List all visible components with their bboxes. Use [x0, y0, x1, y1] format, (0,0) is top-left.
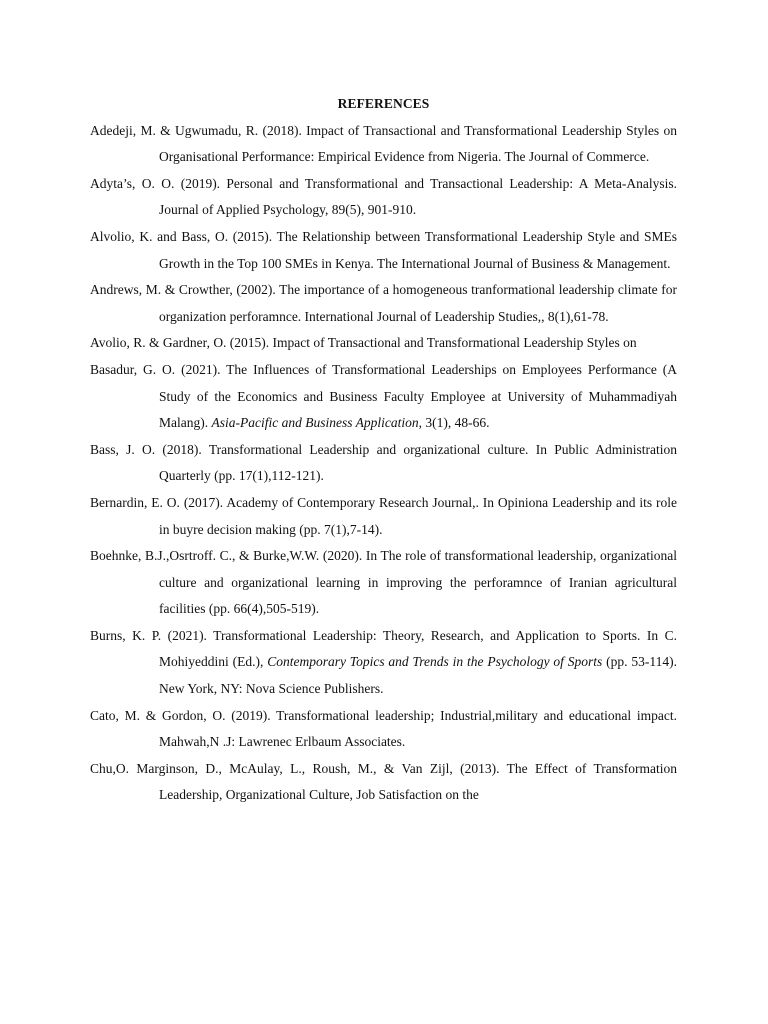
reference-entry: Bass, J. O. (2018). Transformational Leadership and organizational culture. In Public Administration Quarterly (pp. 17(1),112-121).	[90, 441, 677, 484]
reference-entry: Alvolio, K. and Bass, O. (2015). The Relationship between Transformational Leadership Style and SMEs Growth in the Top 100 SMEs in Kenya. The International Journal of Business & Management.	[90, 228, 677, 271]
reference-entry: Basadur, G. O. (2021). The Influences of Transformational Leaderships on Employees Performance (A Study of the Economics and Business Faculty Employee at University of Muhammadiyah Malang). Asia-Pacific and Business Application, 3(1), 48-66.	[90, 361, 677, 431]
reference-entry: Avolio, R. & Gardner, O. (2015). Impact of Transactional and Transformational Leadership Styles on	[90, 335, 637, 351]
reference-entry: Chu,O. Marginson, D., McAulay, L., Roush, M., & Van Zijl, (2013). The Effect of Transformation Leadership, Organizational Culture, Job Satisfaction on the	[90, 760, 677, 803]
reference-entry: Bernardin, E. O. (2017). Academy of Contemporary Research Journal,. In Opiniona Leadership and its role in buyre decision making (pp. 7(1),7-14).	[90, 494, 677, 537]
references-heading: REFERENCES	[337, 96, 430, 111]
reference-entry: Adedeji, M. & Ugwumadu, R. (2018). Impact of Transactional and Transformational Leadership Styles on Organisational Performance: Empirical Evidence from Nigeria. The Journal of Commerce.	[90, 122, 677, 165]
reference-entry: Cato, M. & Gordon, O. (2019). Transformational leadership; Industrial,military and educational impact. Mahwah,N .J: Lawrenec Erlbaum Associates.	[90, 707, 677, 750]
reference-entry: Andrews, M. & Crowther, (2002). The importance of a homogeneous tranformational leadership climate for organization perforamnce. International Journal of Leadership Studies,, 8(1),61-78.	[90, 282, 677, 324]
reference-list	[90, 118, 677, 809]
document-page	[90, 91, 677, 809]
reference-entry: Boehnke, B.J.,Osrtroff. C., & Burke,W.W. (2020). In The role of transformational leadership, organizational culture and organizational learning in improving the perforamnce of Iranian agricultural facilities (pp. 66(4),505-519).	[90, 548, 677, 617]
reference-entry: Adyta’s, O. O. (2019). Personal and Transformational and Transactional Leadership: A Meta-Analysis. Journal of Applied Psychology, 89(5), 901-910.	[90, 175, 677, 218]
reference-entry: Burns, K. P. (2021). Transformational Leadership: Theory, Research, and Application to Sports. In C. Mohiyeddini (Ed.), Contemporary Topics and Trends in the Psychology of Sports (pp. 53-114). New York, NY: Nova Science Publishers.	[90, 627, 677, 697]
